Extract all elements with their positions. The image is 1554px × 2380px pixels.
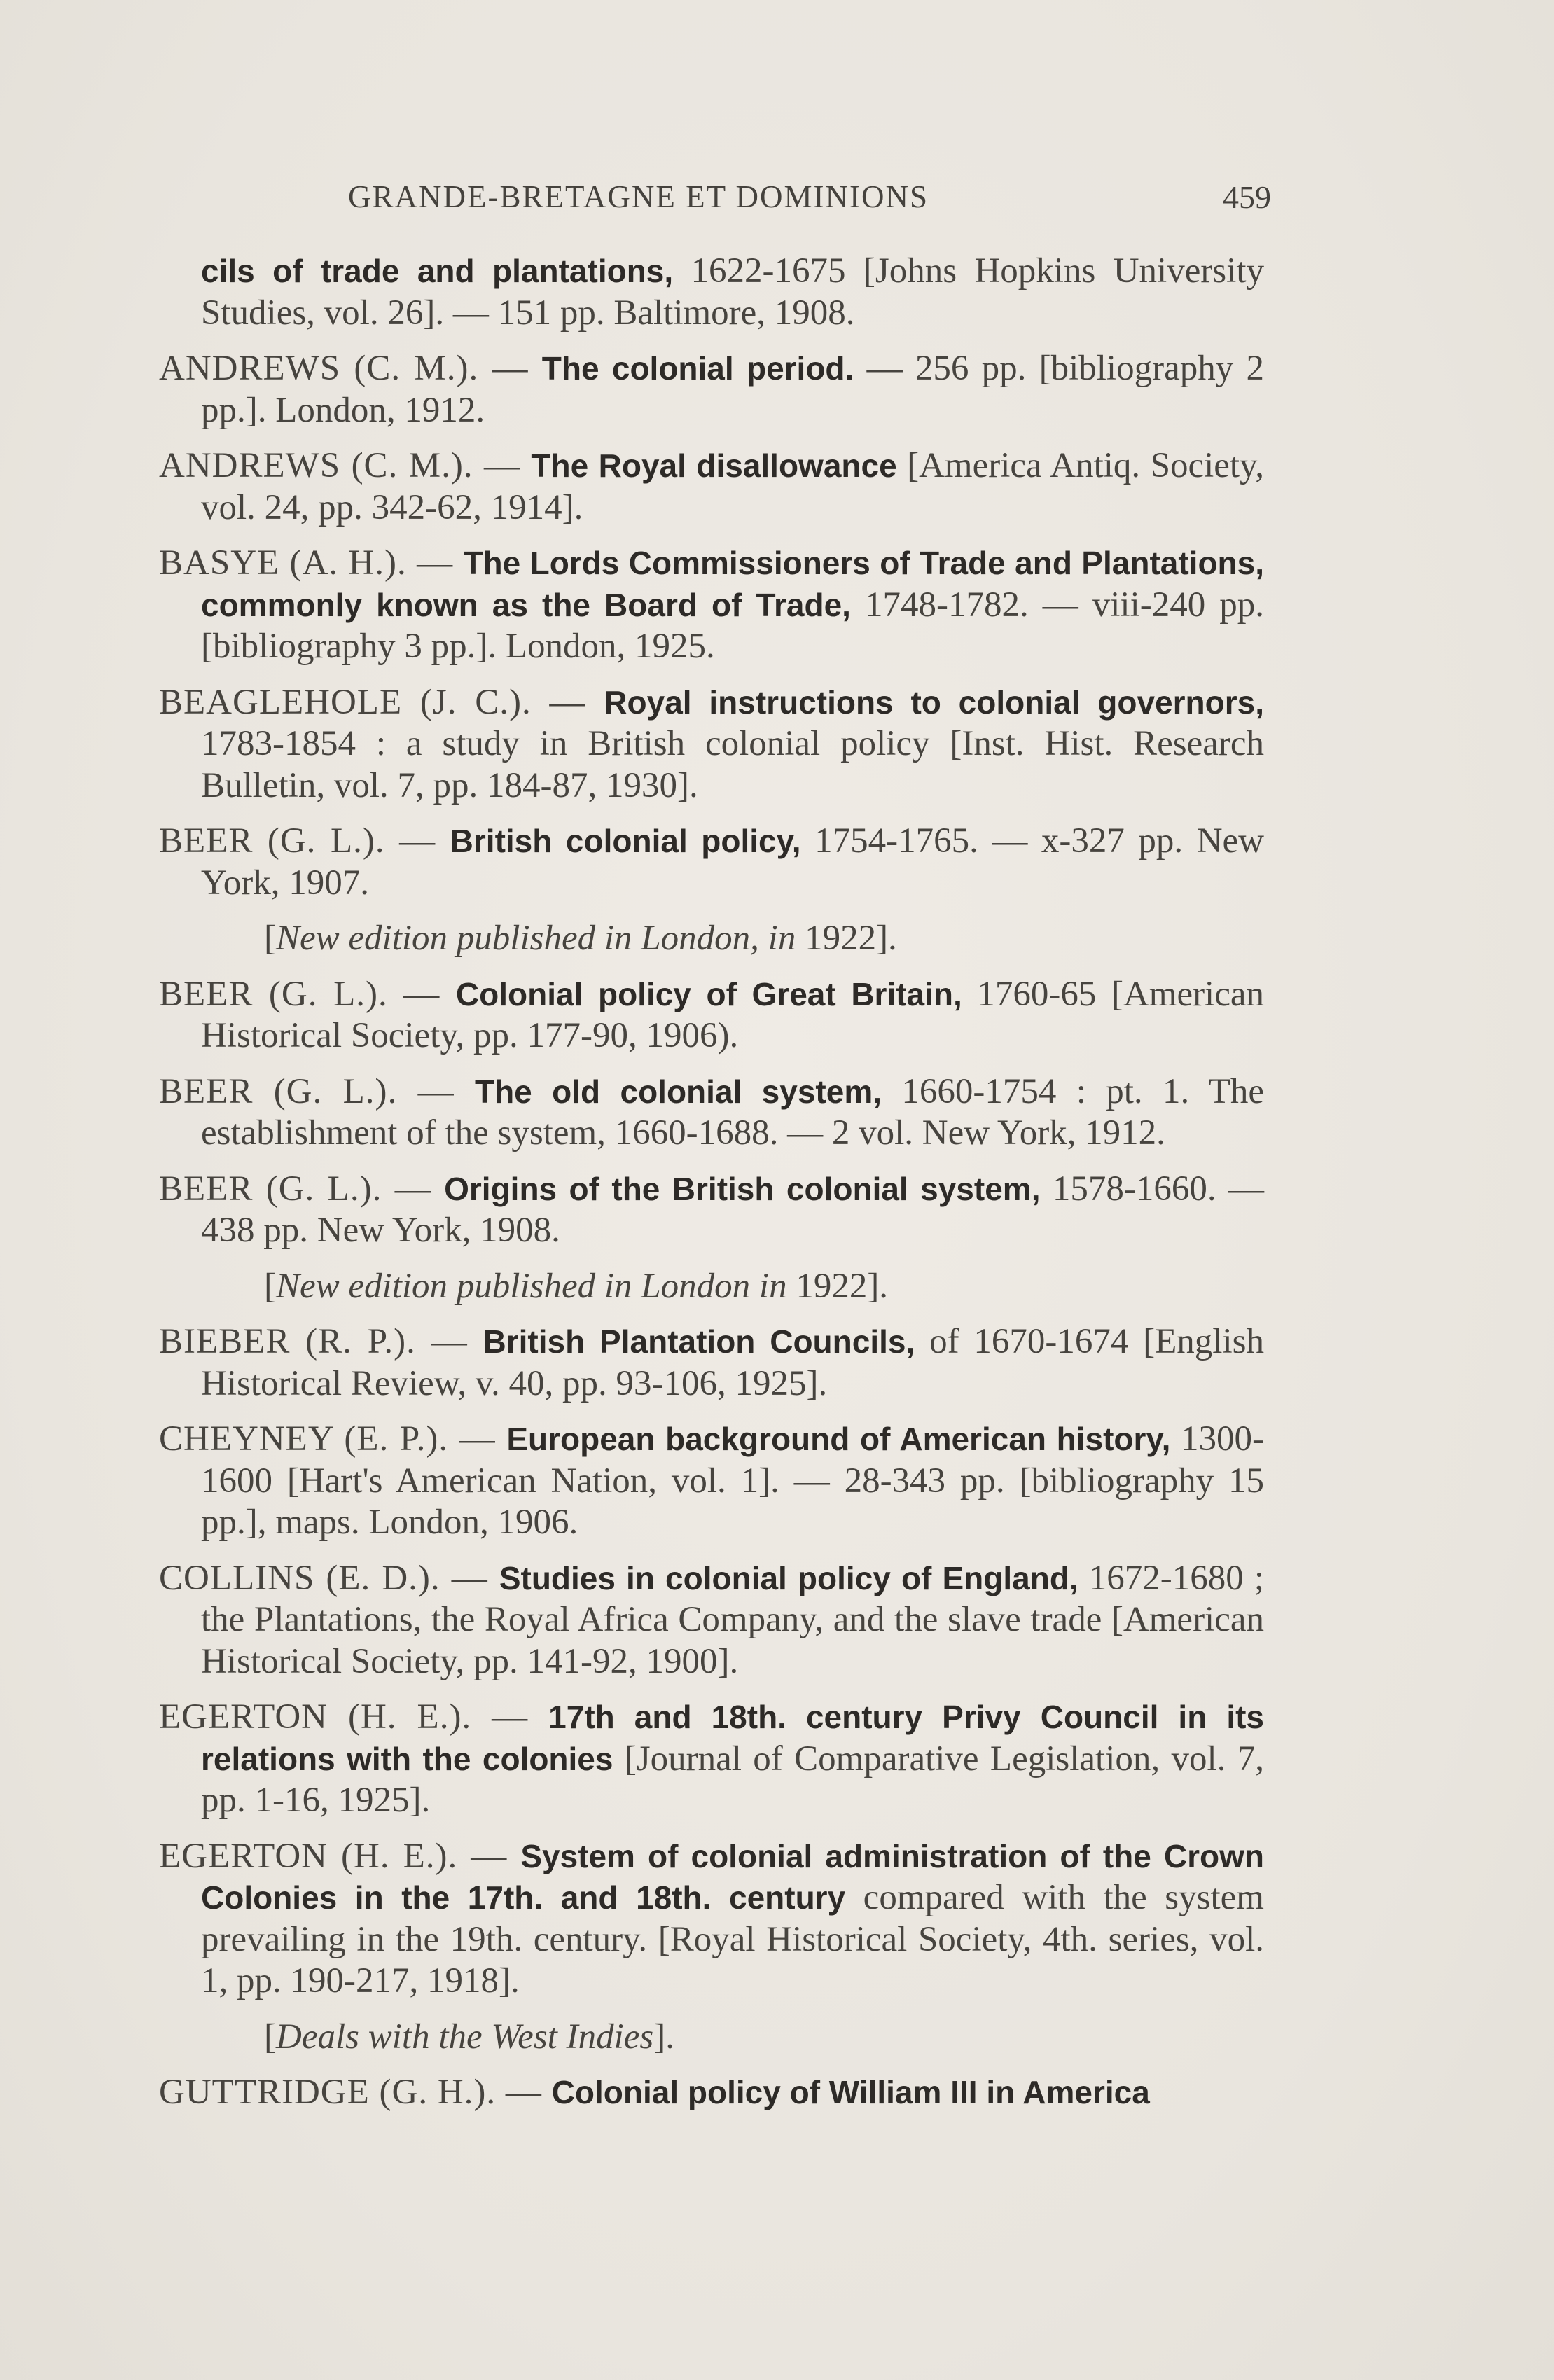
note-bracket-open: [: [264, 919, 276, 958]
entry-note: [159, 2017, 1264, 2059]
entry-note: [159, 1266, 1264, 1308]
entry-author: ANDREWS (C. M.). —: [159, 446, 532, 485]
entry-author: BEAGLEHOLE (J. C.). —: [159, 682, 604, 722]
bibliography-entry: [159, 1419, 1264, 1544]
entry-details: 1754-1765. — x-327 pp. New York, 1907.: [201, 821, 1264, 903]
entry-author: ANDREWS (C. M.). —: [159, 349, 542, 388]
bibliography-entry: [159, 543, 1264, 668]
entry-details: [America Antiq. Society, vol. 24, pp. 342-62, 1914].: [201, 446, 1264, 527]
entry-title: Colonial policy of Great Britain,: [455, 975, 962, 1012]
bibliography-entry: [159, 1836, 1264, 2003]
entry-title: Origins of the British colonial system,: [444, 1170, 1041, 1207]
entry-details: 1672-1680 ; the Plantations, the Royal Africa Company, and the slave trade [American Historical Society, pp. 141-92, 1900].: [201, 1558, 1264, 1681]
note-text: New edition published in London in: [275, 1266, 787, 1306]
running-title: GRANDE-BRETAGNE ET DOMINIONS: [348, 179, 929, 214]
entry-author: CHEYNEY (E. P.). —: [159, 1419, 507, 1459]
note-year: 1922].: [786, 1266, 889, 1306]
entry-details: 1660-1754 : pt. 1. The establishment of the system, 1660-1688. — 2 vol. New York, 1912.: [201, 1071, 1264, 1153]
entry-title: British Plantation Councils,: [483, 1323, 915, 1360]
bibliography-entry: [159, 821, 1264, 904]
bibliography-entry: [159, 1697, 1264, 1822]
entry-author: BEER (G. L.). —: [159, 974, 456, 1014]
note-year: ].: [653, 2017, 674, 2057]
entry-title: Colonial policy of William III in America: [551, 2074, 1150, 2110]
entry-details: 1300-1600 [Hart's American Nation, vol. 1]. — 28-343 pp. [bibliography 15 pp.], maps. London, 1906.: [201, 1419, 1264, 1542]
bibliography-entry: [159, 2072, 1264, 2114]
bibliography-entry: [159, 1321, 1264, 1405]
entry-title: The old colonial system,: [474, 1073, 882, 1110]
entry-title: System of colonial administration of the Crown Colonies in the 17th. and 18th. century: [201, 1837, 1264, 1916]
entry-author: BEER (G. L.). —: [159, 821, 450, 861]
bibliography-entry: [159, 974, 1264, 1057]
entry-title: Royal instructions to colonial governors,: [604, 683, 1265, 721]
entry-author: BEER (G. L.). —: [159, 1071, 475, 1111]
note-text: Deals with the West Indies: [275, 2017, 654, 2057]
entry-details: — 256 pp. [bibliography 2 pp.]. London, 1912.: [201, 349, 1264, 430]
entry-title: 17th and 18th. century Privy Council in its relations with the colonies: [201, 1699, 1264, 1777]
entry-details: compared with the system prevailing in the 19th. century. [Royal Historical Society, 4th. series, vol. 1, pp. 190-217, 1918].: [201, 1878, 1264, 2000]
entry-title: The Lords Commissioners of Trade and Plantations, commonly known as the Board of Trade,: [201, 545, 1264, 623]
note-text: New edition published in London, in: [275, 919, 796, 958]
entry-title: European background of American history,: [506, 1421, 1171, 1457]
bibliography-entry: [159, 445, 1264, 529]
entry-title: The colonial period.: [541, 350, 854, 387]
entry-author: EGERTON (H. E.). —: [159, 1836, 521, 1876]
entry-author: COLLINS (E. D.). —: [159, 1558, 499, 1598]
entry-details: 1578-1660. — 438 pp. New York, 1908.: [201, 1169, 1264, 1250]
page-number: 459: [1223, 179, 1271, 215]
entry-details: [Journal of Comparative Legislation, vol. 7, pp. 1-16, 1925].: [201, 1739, 1264, 1820]
bibliography-entry: [159, 1558, 1264, 1683]
entry-author: BEER (G. L.). —: [159, 1169, 445, 1209]
bibliography-entry: [159, 1071, 1264, 1155]
bibliography-entry: [159, 251, 1264, 334]
note-bracket-open: [: [264, 1266, 276, 1306]
entry-details: 1783-1854 : a study in British colonial policy [Inst. Hist. Research Bulletin, vol. 7, pp. 184-87, 1930].: [201, 724, 1264, 805]
entry-author: BIEBER (R. P.). —: [159, 1322, 483, 1361]
note-year: 1922].: [796, 919, 897, 958]
entry-title: The Royal disallowance: [531, 447, 897, 484]
entry-details: 1622-1675 [Johns Hopkins University Studies, vol. 26]. — 151 pp. Baltimore, 1908.: [201, 251, 1264, 333]
entry-details: 1760-65 [American Historical Society, pp. 177-90, 1906).: [201, 974, 1265, 1055]
entry-details: of 1670-1674 [English Historical Review, v. 40, pp. 93-106, 1925].: [201, 1322, 1264, 1403]
entry-note: [159, 918, 1264, 960]
entry-author: GUTTRIDGE (G. H.). —: [159, 2073, 552, 2112]
bibliography-entry: [159, 348, 1264, 431]
bibliography-entry: [159, 1169, 1264, 1252]
entry-title: cils of trade and plantations,: [201, 253, 674, 289]
note-bracket-open: [: [264, 2017, 276, 2057]
bibliography-list: [159, 251, 1264, 2128]
entry-title: Studies in colonial policy of England,: [499, 1559, 1078, 1596]
entry-details: 1748-1782. — viii-240 pp. [bibliography 3 pp.]. London, 1925.: [201, 585, 1264, 666]
entry-title: British colonial policy,: [450, 823, 801, 859]
running-header: [348, 179, 1271, 222]
entry-author: BASYE (A. H.). —: [159, 543, 464, 583]
bibliography-entry: [159, 682, 1264, 807]
entry-author: EGERTON (H. E.). —: [159, 1697, 549, 1737]
